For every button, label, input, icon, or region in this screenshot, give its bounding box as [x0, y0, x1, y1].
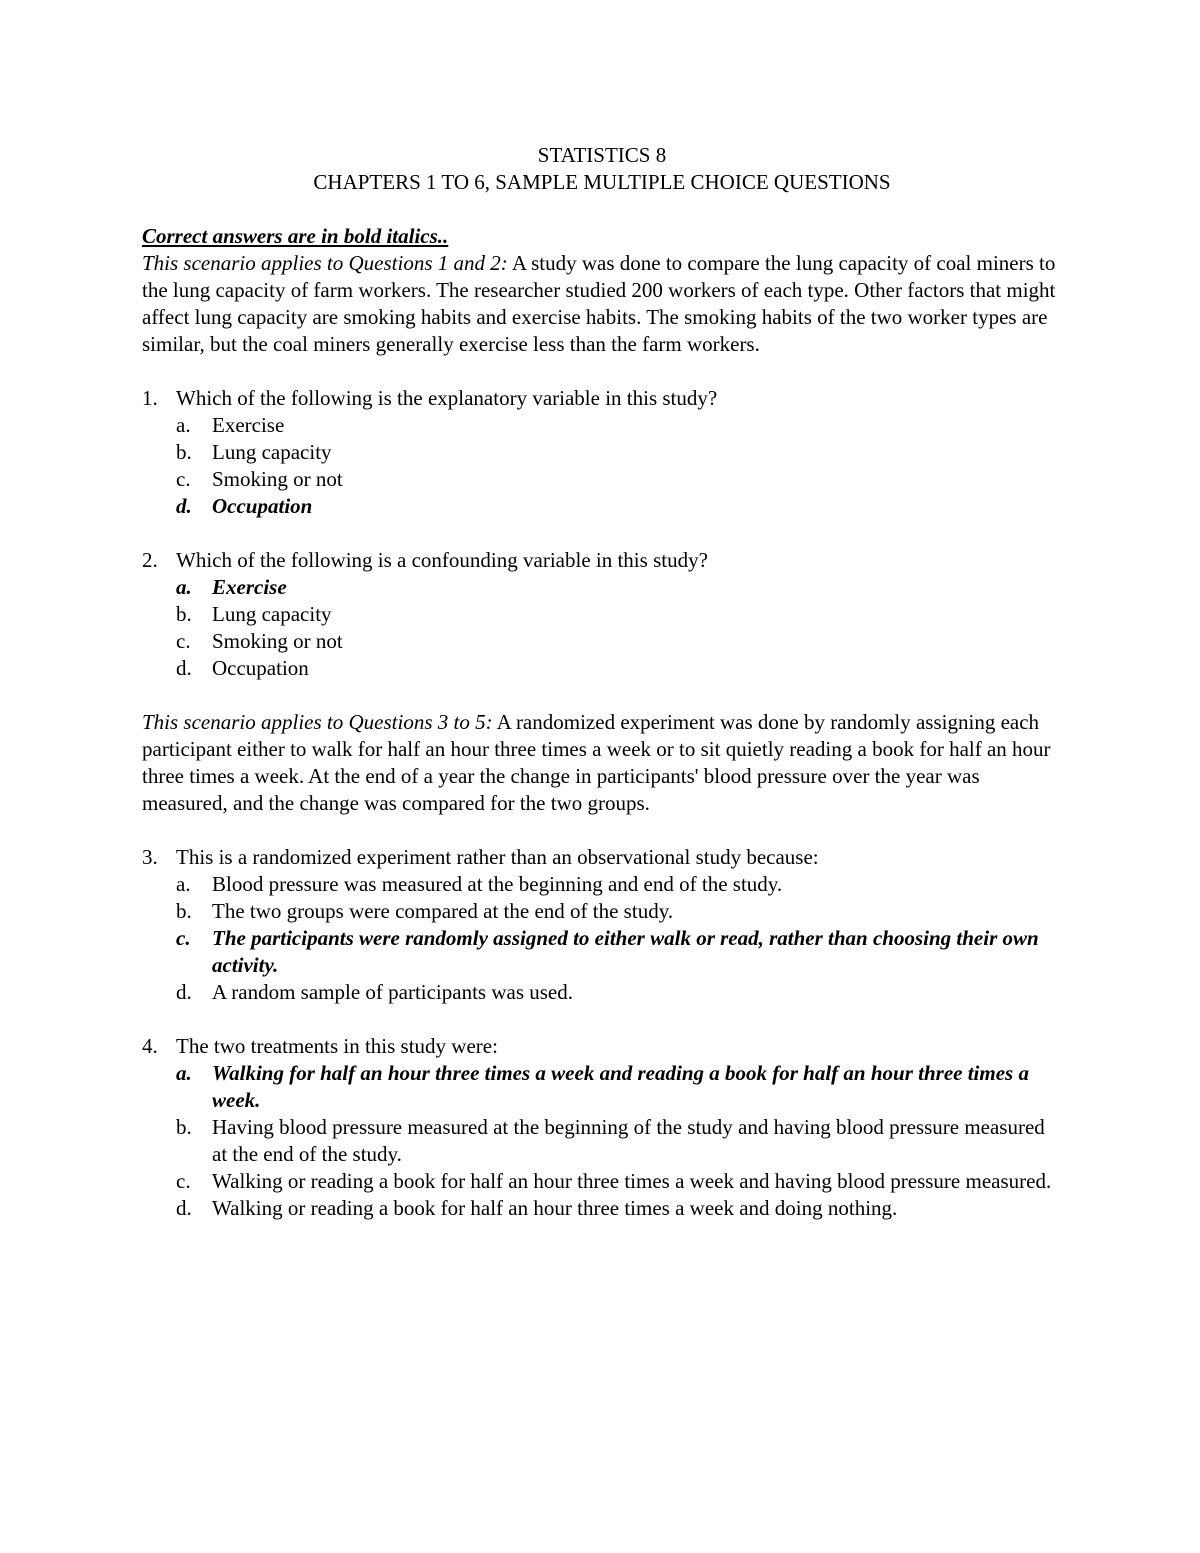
option-d	[142, 655, 1062, 682]
option-letter: d.	[176, 980, 192, 1004]
question-text: Which of the following is the explanatory variable in this study?	[176, 386, 718, 410]
question-stem	[142, 385, 1062, 412]
option-letter: b.	[176, 1115, 192, 1139]
scenario-questions-1-2	[142, 250, 1062, 358]
document-title: STATISTICS 8	[537, 143, 667, 167]
option-letter: b.	[176, 602, 192, 626]
question-number: 1.	[142, 386, 158, 410]
option-letter: d.	[176, 656, 192, 680]
option-letter: a.	[176, 575, 192, 599]
option-list	[142, 1060, 1062, 1222]
option-d	[142, 1195, 1062, 1222]
option-text: Lung capacity	[212, 440, 332, 464]
option-list	[142, 871, 1062, 1006]
option-c	[142, 628, 1062, 655]
option-text: The two groups were compared at the end of the study.	[212, 899, 674, 923]
option-text: Walking for half an hour three times a week and reading a book for half an hour three times a week.	[212, 1061, 1029, 1112]
option-letter: a.	[176, 1061, 192, 1085]
scenario-lead: This scenario applies to Questions 3 to 5:	[142, 710, 493, 734]
option-text: Smoking or not	[212, 629, 343, 653]
option-letter: b.	[176, 899, 192, 923]
option-text: Smoking or not	[212, 467, 343, 491]
question-stem	[142, 547, 1062, 574]
option-b	[142, 601, 1062, 628]
answer-key-note: Correct answers are in bold italics..	[142, 224, 449, 248]
option-text: Walking or reading a book for half an hour three times a week and having blood pressure measured.	[212, 1169, 1052, 1193]
option-letter: c.	[176, 467, 191, 491]
option-list	[142, 574, 1062, 682]
option-b	[142, 439, 1062, 466]
option-letter: d.	[176, 1196, 192, 1220]
scenario-text: A randomized experiment was done by randomly assigning each participant either to walk for half an hour three times a week or to sit quietly reading a book for half an hour three times a week. At the end of a year the change in participants' blood pressure over the year was measured, and the change was compared for the two groups.	[142, 710, 1051, 815]
option-a	[142, 412, 1062, 439]
option-a	[142, 574, 1062, 601]
document-subtitle: CHAPTERS 1 TO 6, SAMPLE MULTIPLE CHOICE QUESTIONS	[313, 170, 891, 194]
question-3	[142, 844, 1062, 1006]
option-b	[142, 898, 1062, 925]
option-letter: c.	[176, 629, 191, 653]
option-letter: c.	[176, 926, 191, 950]
option-text: Blood pressure was measured at the beginning and end of the study.	[212, 872, 783, 896]
option-c	[142, 1168, 1062, 1195]
option-letter: b.	[176, 440, 192, 464]
document-content	[142, 142, 1062, 1249]
question-2	[142, 547, 1062, 682]
option-a	[142, 1060, 1062, 1114]
question-text: Which of the following is a confounding variable in this study?	[176, 548, 708, 572]
option-list	[142, 412, 1062, 520]
question-stem	[142, 1033, 1062, 1060]
scenario-text: A study was done to compare the lung capacity of coal miners to the lung capacity of farm workers. The researcher studied 200 workers of each type. Other factors that might affect lung capacity are smoking habits and exercise habits. The smoking habits of the two worker types are similar, but the coal miners generally exercise less than the farm workers.	[142, 251, 1056, 356]
option-text: Occupation	[212, 494, 313, 518]
option-text: Occupation	[212, 656, 309, 680]
option-text: Exercise	[212, 575, 287, 599]
option-text: The participants were randomly assigned to either walk or read, rather than choosing their own activity.	[212, 926, 1039, 977]
option-text: Walking or reading a book for half an hour three times a week and doing nothing.	[212, 1196, 898, 1220]
question-number: 3.	[142, 845, 158, 869]
question-text: This is a randomized experiment rather than an observational study because:	[176, 845, 819, 869]
option-c	[142, 466, 1062, 493]
question-4	[142, 1033, 1062, 1222]
scenario-lead: This scenario applies to Questions 1 and 2:	[142, 251, 508, 275]
option-text: Having blood pressure measured at the beginning of the study and having blood pressure measured at the end of the study.	[212, 1115, 1045, 1166]
option-letter: d.	[176, 494, 192, 518]
option-text: Exercise	[212, 413, 285, 437]
option-d	[142, 493, 1062, 520]
scenario-questions-3-5	[142, 709, 1062, 817]
question-text: The two treatments in this study were:	[176, 1034, 498, 1058]
option-letter: a.	[176, 872, 191, 896]
question-stem	[142, 844, 1062, 871]
option-a	[142, 871, 1062, 898]
option-b	[142, 1114, 1062, 1168]
option-c	[142, 925, 1062, 979]
option-letter: c.	[176, 1169, 191, 1193]
option-text: A random sample of participants was used.	[212, 980, 573, 1004]
question-number: 4.	[142, 1034, 158, 1058]
question-1	[142, 385, 1062, 520]
question-number: 2.	[142, 548, 158, 572]
option-text: Lung capacity	[212, 602, 332, 626]
option-d	[142, 979, 1062, 1006]
option-letter: a.	[176, 413, 191, 437]
